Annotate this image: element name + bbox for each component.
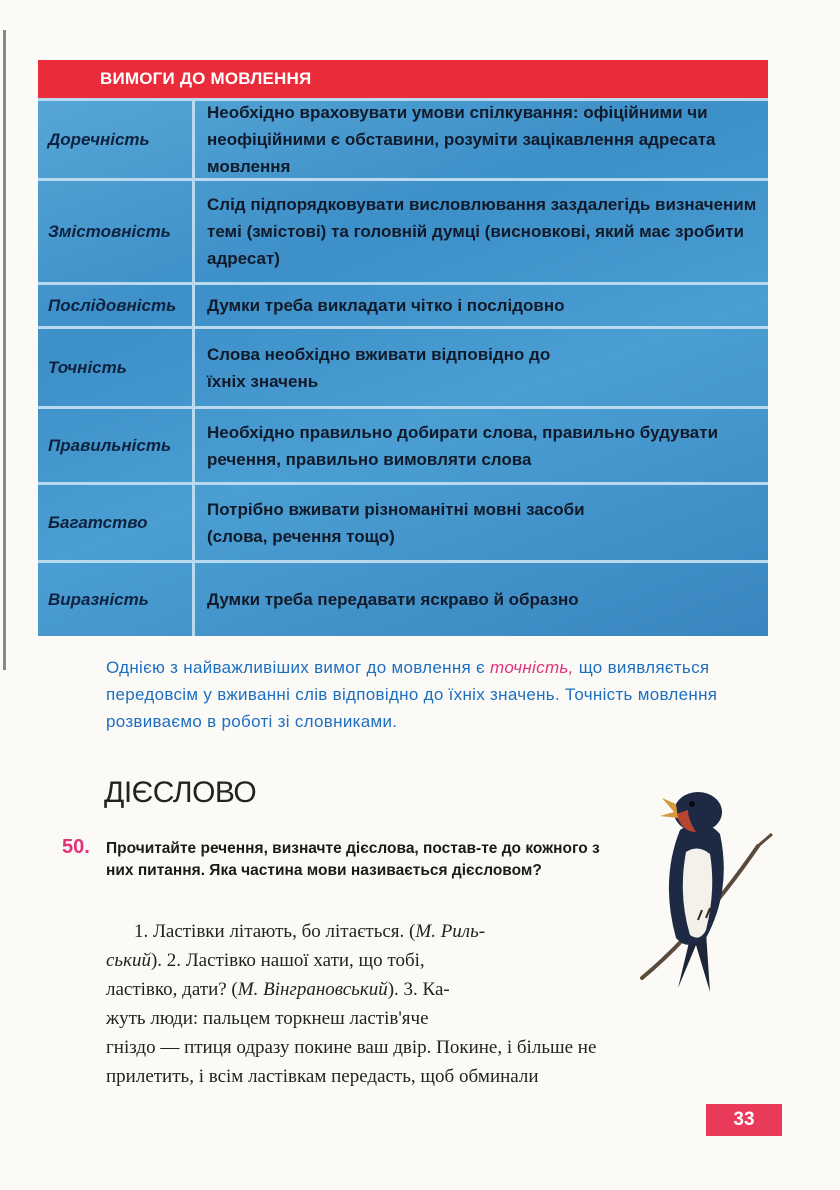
- row-description: Думки треба викладати чітко і послідовно: [207, 296, 565, 315]
- note-text-end: що виявляється передовсім у вживанні слів відповідно до їхніх значень. Точність мовлення розвиваємо в роботі зі словниками.: [106, 658, 718, 731]
- author-name: ський: [106, 950, 151, 971]
- page-edge-shadow: [3, 30, 6, 670]
- row-term: Послідовність: [38, 285, 195, 326]
- note-text-start: Однією з найважливіших вимог до мовлення є: [106, 658, 491, 677]
- text-fragment: 1. Ластівки літають, бо літається. (: [134, 921, 416, 942]
- table-row: [38, 560, 768, 636]
- swallow-illustration: [640, 770, 780, 995]
- table-header: ВИМОГИ ДО МОВЛЕННЯ: [38, 60, 768, 98]
- table-row: [38, 326, 768, 406]
- text-line: прилетить, і всім ластівкам передасть, щоб обминали: [106, 1066, 539, 1087]
- author-name: М. Риль-: [415, 921, 486, 942]
- text-fragment: ). 3. Ка-: [387, 979, 450, 1000]
- table-row: [38, 282, 768, 326]
- row-term: Багатство: [38, 485, 195, 560]
- row-description: Потрібно вживати різноманітні мовні засоби (слова, речення тощо): [207, 499, 585, 546]
- rule-note: [106, 654, 782, 735]
- row-description: Слова необхідно вживати відповідно до їхніх значень: [207, 344, 551, 391]
- exercise-number: 50.: [62, 836, 90, 858]
- text-fragment: ). 2. Ластівко нашої хати, що тобі,: [150, 950, 425, 971]
- table-row: [38, 406, 768, 482]
- row-description: Необхідно правильно добирати слова, правильно будувати речення, правильно вимовляти слова: [207, 422, 719, 469]
- table-row: [38, 178, 768, 282]
- row-description: Думки треба передавати яскраво й образно: [207, 590, 579, 609]
- table-row: [38, 98, 768, 178]
- text-line: жуть люди: пальцем торкнеш ластів'яче: [106, 1008, 429, 1029]
- note-accent-term: точність,: [490, 658, 574, 677]
- author-name: М. Вінграновський: [237, 979, 388, 1000]
- requirements-table: [38, 60, 768, 636]
- page-number: 33: [706, 1104, 782, 1136]
- section-title: ДІЄСЛОВО: [104, 776, 257, 809]
- text-line: гніздо — птиця одразу покине ваш двір. Покине, і більше не: [106, 1037, 597, 1058]
- row-term: Доречність: [38, 101, 195, 178]
- row-description: Слід підпорядковувати висловлювання заздалегідь визначеним темі (змістові) та головній думці (висновкові, який має зробити адресат): [207, 195, 757, 268]
- row-term: Правильність: [38, 409, 195, 482]
- exercise-task: Прочитайте речення, визначте дієслова, постав-те до кожного з них питання. Яка частина мови називається дієсловом?: [106, 840, 600, 879]
- row-description: Необхідно враховувати умови спілкування: офіційними чи неофіційними є обставини, розуміти зацікавлення адресата мовлення: [207, 103, 716, 176]
- row-term: Точність: [38, 329, 195, 406]
- row-term: Виразність: [38, 563, 195, 636]
- table-row: [38, 482, 768, 560]
- text-fragment: ластівко, дати? (: [106, 979, 238, 1000]
- row-term: Змістовність: [38, 181, 195, 282]
